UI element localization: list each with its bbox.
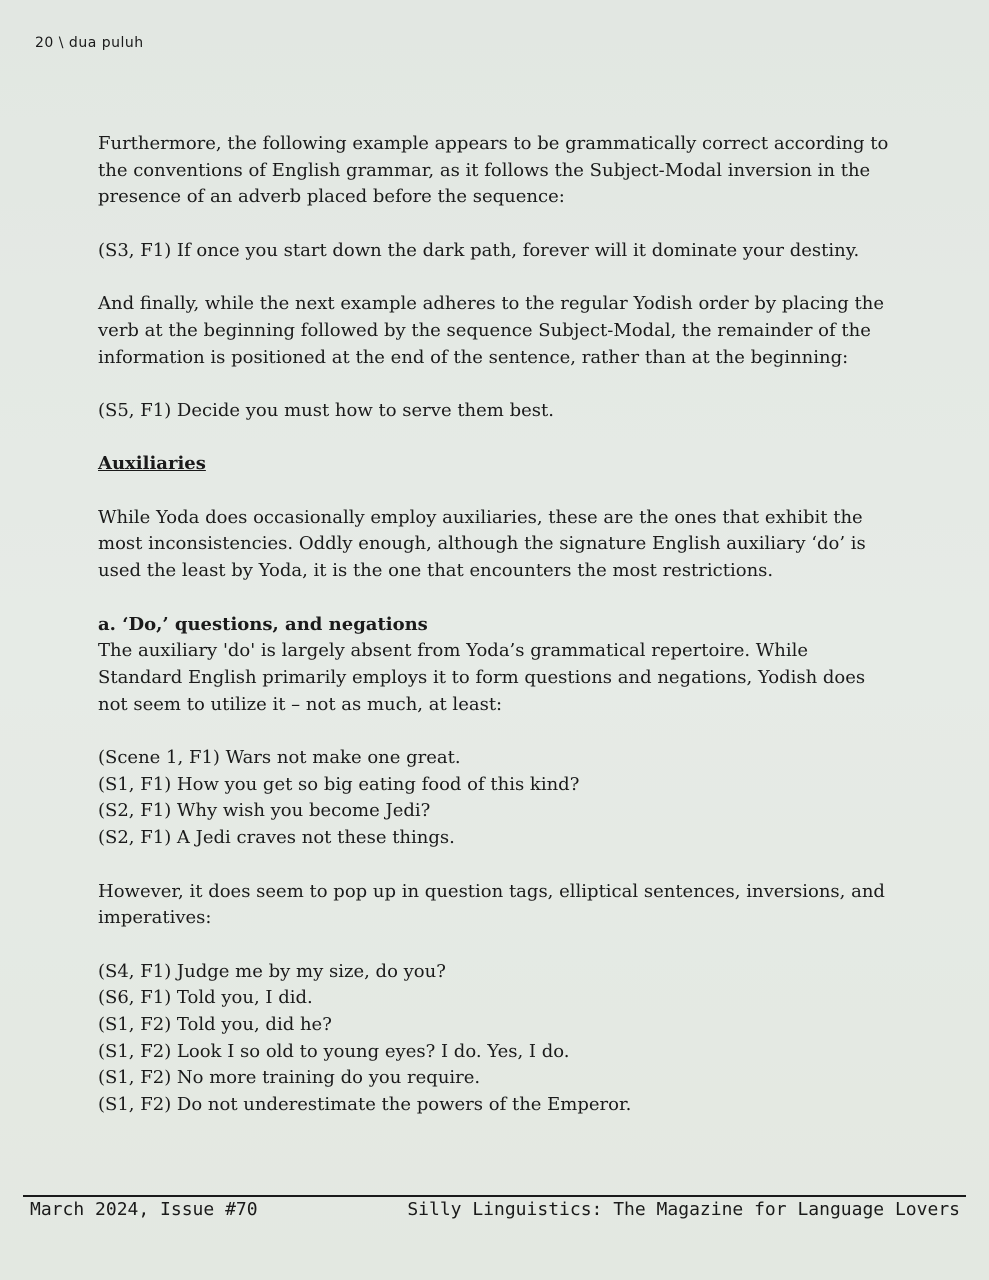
example-sentence: (Scene 1, F1) Wars not make one great. xyxy=(98,747,461,769)
section-heading: Auxiliaries xyxy=(98,453,206,475)
example-sentence: (S1, F2) Told you, did he? xyxy=(98,1014,332,1036)
paragraph: However, it does seem to pop up in question tags, elliptical sentences, inversions, and imperatives: xyxy=(98,880,885,929)
article-body xyxy=(98,131,898,1119)
example-sentence: (S5, F1) Decide you must how to serve them best. xyxy=(98,399,554,421)
example-sentence: (S1, F2) No more training do you require. xyxy=(98,1067,481,1089)
example-sentence: (S2, F1) A Jedi craves not these things. xyxy=(98,827,455,849)
example-sentence: (S4, F1) Judge me by my size, do you? xyxy=(98,960,446,982)
paragraph: While Yoda does occasionally employ auxiliaries, these are the ones that exhibit the most inconsistencies. Oddly enough, although the signature English auxiliary ‘do’ is used the least by Yoda, it is the one that encounters the most restrictions. xyxy=(98,506,866,582)
example-sentence: (S3, F1) If once you start down the dark path, forever will it dominate your destiny. xyxy=(98,239,860,261)
example-sentence: (S1, F1) How you get so big eating food of this kind? xyxy=(98,773,580,795)
footer-divider xyxy=(23,1195,966,1197)
page-number: 20 \ dua puluh xyxy=(35,35,144,51)
paragraph: And finally, while the next example adheres to the regular Yodish order by placing the verb at the beginning followed by the sequence Subject-Modal, the remainder of the information is positioned at the end of the sentence, rather than at the beginning: xyxy=(98,293,884,368)
paragraph: The auxiliary 'do' is largely absent from Yoda’s grammatical repertoire. While Standard English primarily employs it to form questions and negations, Yodish does not seem to utilize it – not as much, at least: xyxy=(98,640,866,715)
example-sentence: (S1, F2) Look I so old to young eyes? I do. Yes, I do. xyxy=(98,1040,570,1062)
example-sentence: (S6, F1) Told you, I did. xyxy=(98,987,313,1009)
example-sentence: (S2, F1) Why wish you become Jedi? xyxy=(98,800,431,822)
footer-issue-date: March 2024, Issue #70 xyxy=(30,1199,258,1220)
subsection-heading: a. ‘Do,’ questions, and negations xyxy=(98,613,428,635)
footer-magazine-title: Silly Linguistics: The Magazine for Language Lovers xyxy=(407,1199,960,1220)
example-sentence: (S1, F2) Do not underestimate the powers of the Emperor. xyxy=(98,1094,632,1116)
paragraph: Furthermore, the following example appears to be grammatically correct according to the conventions of English grammar, as it follows the Subject-Modal inversion in the presence of an adverb placed before the sequence: xyxy=(98,133,889,208)
